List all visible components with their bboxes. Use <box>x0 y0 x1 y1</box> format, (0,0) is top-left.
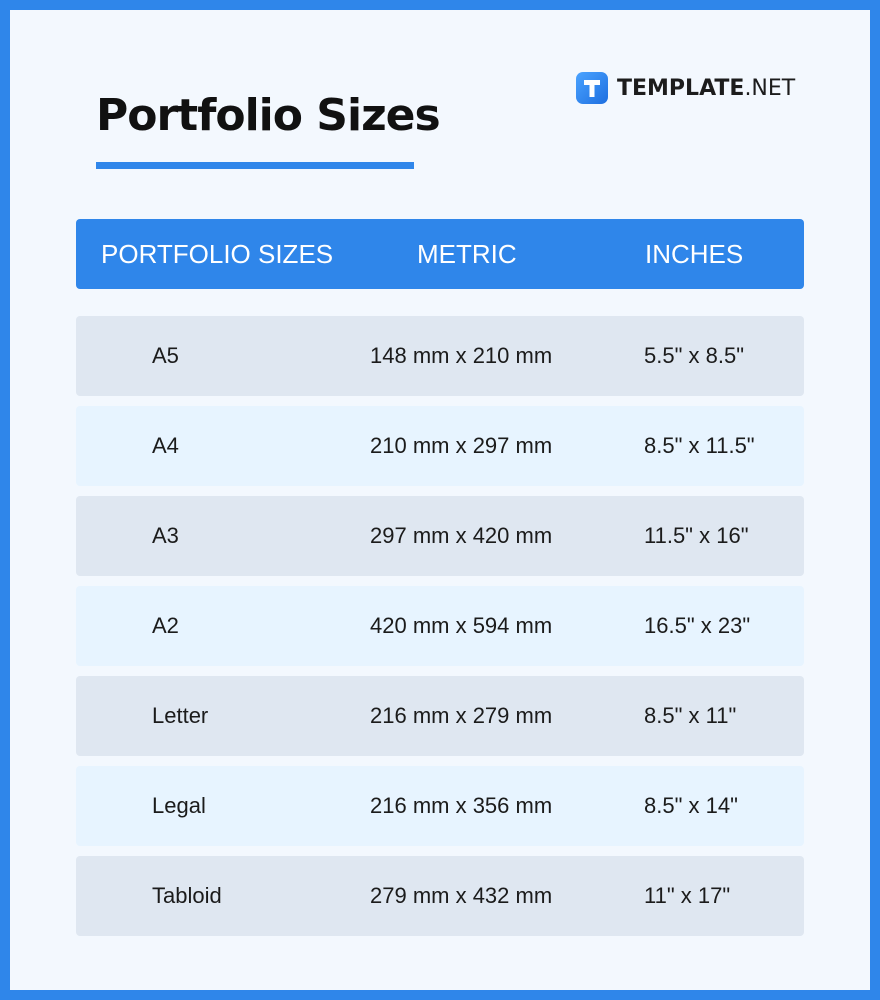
cell-size: A2 <box>152 613 179 638</box>
cell-inches: 11.5" x 16" <box>644 523 749 548</box>
cell-inches: 8.5" x 14" <box>644 793 738 818</box>
cell-size: A3 <box>152 523 179 548</box>
brand-name <box>617 76 795 101</box>
table-row <box>76 406 804 486</box>
cell-metric: 279 mm x 432 mm <box>370 883 553 908</box>
brand-name-bold: TEMPLATE <box>617 75 745 101</box>
cell-metric: 210 mm x 297 mm <box>370 433 553 458</box>
cell-inches: 16.5" x 23" <box>644 613 751 638</box>
cell-inches: 8.5" x 11" <box>644 703 737 728</box>
cell-metric: 148 mm x 210 mm <box>370 343 553 368</box>
template-logo-icon <box>576 72 608 104</box>
table-row <box>76 316 804 396</box>
cell-inches: 8.5" x 11.5" <box>644 433 755 458</box>
brand-name-suffix: .NET <box>744 75 796 101</box>
infographic-card <box>10 10 870 990</box>
title-underline <box>96 162 414 169</box>
page-title: Portfolio Sizes <box>96 90 440 141</box>
brand-logo-group <box>576 72 795 104</box>
cell-metric: 216 mm x 279 mm <box>370 703 553 728</box>
table-row <box>76 766 804 846</box>
table-row <box>76 586 804 666</box>
header-portfolio-sizes: PORTFOLIO SIZES <box>101 239 334 269</box>
table-row <box>76 496 804 576</box>
header-metric: METRIC <box>417 239 517 269</box>
table-row <box>76 676 804 756</box>
header-inches: INCHES <box>645 239 744 269</box>
cell-inches: 5.5" x 8.5" <box>644 343 745 368</box>
cell-metric: 420 mm x 594 mm <box>370 613 553 638</box>
cell-size: Tabloid <box>152 883 222 908</box>
cell-size: A4 <box>152 433 179 458</box>
cell-size: Legal <box>152 793 206 818</box>
cell-size: Letter <box>152 703 209 728</box>
table-header <box>76 219 804 289</box>
cell-metric: 297 mm x 420 mm <box>370 523 553 548</box>
table-row <box>76 856 804 936</box>
cell-metric: 216 mm x 356 mm <box>370 793 553 818</box>
cell-inches: 11" x 17" <box>644 883 731 908</box>
cell-size: A5 <box>152 343 179 368</box>
